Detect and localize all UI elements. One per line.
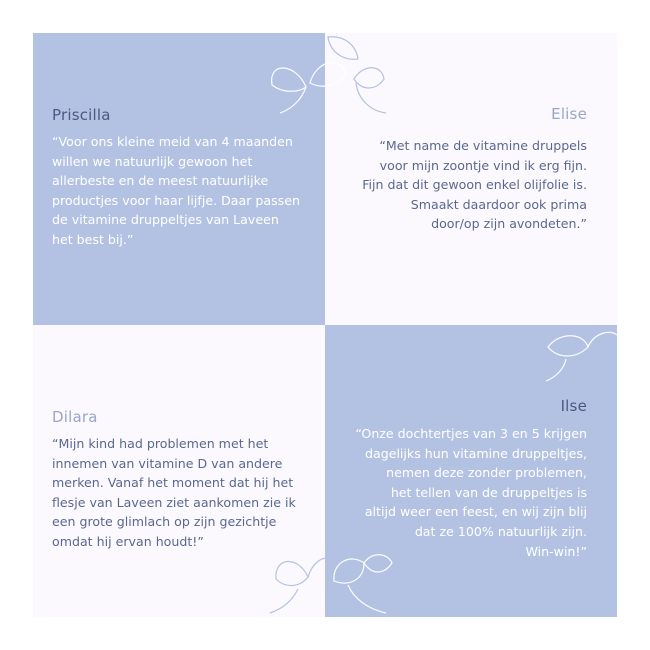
quote-line: omdat hij ervan houdt!” (52, 533, 204, 549)
testimonial-card-elise (325, 33, 617, 325)
quote-line: “Mijn kind had problemen met het (52, 436, 269, 451)
quote-line: door/op zijn avondeten.” (431, 216, 587, 232)
quote-line: innemen van vitamine D van andere (52, 455, 283, 471)
testimonial-name: Dilara (52, 408, 98, 426)
quote-line: Win-win!” (525, 543, 587, 559)
testimonial-card-dilara (33, 325, 325, 617)
quote-line: nemen deze zonder problemen, (386, 465, 587, 481)
testimonial-quote (52, 434, 314, 552)
quote-line: dat ze 100% natuurlijk zijn. (414, 523, 587, 539)
testimonial-quote (52, 132, 314, 250)
quote-line: Smaakt daardoor ook prima (410, 196, 587, 212)
quote-line: voor mijn zoontje vind ik erg fijn. (379, 157, 587, 173)
testimonial-grid (33, 33, 617, 617)
quote-line: “Onze dochtertjes van 3 en 5 krijgen (355, 426, 587, 441)
testimonial-name: Priscilla (52, 106, 111, 124)
quote-line: merken. Vanaf het moment dat hij het (52, 475, 294, 491)
quote-line: flesje van Laveen ziet aankomen zie ik (52, 494, 296, 510)
quote-line: “Met name de vitamine druppels (379, 138, 587, 153)
quote-line: productjes voor haar lijfje. Daar passen (52, 192, 300, 208)
quote-line: allerbeste en de meest natuurlijke (52, 173, 269, 189)
quote-line: “Voor ons kleine meid van 4 maanden (52, 134, 293, 149)
testimonial-card-ilse (325, 325, 617, 617)
testimonial-name: Ilse (560, 397, 587, 415)
quote-line: dagelijks hun vitamine druppeltjes, (364, 445, 587, 461)
quote-line: willen we natuurlijk gewoon het (52, 153, 253, 169)
quote-line: altijd weer een feest, en wij zijn blij (364, 504, 587, 520)
quote-line: Fijn dat dit gewoon enkel olijfolie is. (362, 177, 587, 193)
testimonial-name: Elise (551, 105, 587, 123)
testimonial-card-priscilla (33, 33, 325, 325)
testimonial-quote (325, 424, 587, 561)
quote-line: een grote glimlach op zijn gezichtje (52, 514, 277, 530)
quote-line: de vitamine druppeltjes van Laveen (52, 212, 279, 228)
quote-line: het tellen van de druppeltjes is (390, 484, 587, 500)
quote-line: het best bij.” (52, 231, 134, 247)
testimonial-quote (325, 136, 587, 234)
